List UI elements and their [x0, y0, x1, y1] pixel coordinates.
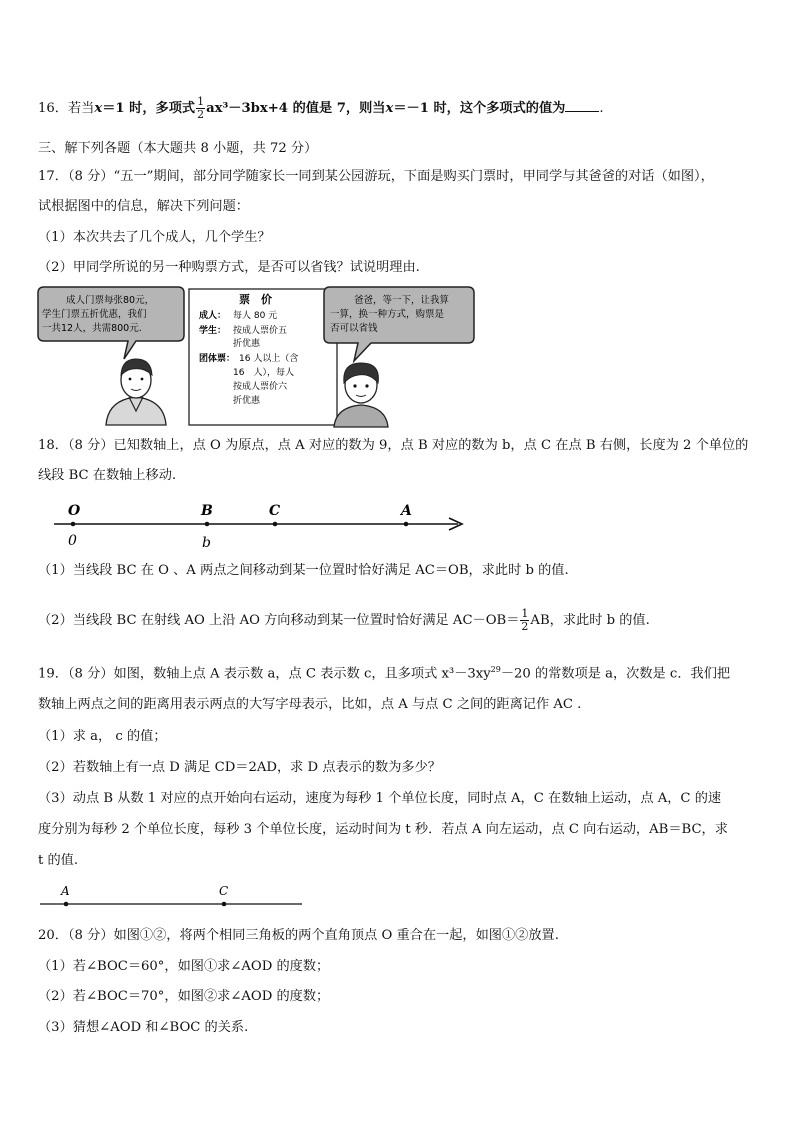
q20-sub-2: （2）若∠BOC＝70°，如图②求∠AOD 的度数；: [38, 989, 330, 1004]
q17-line-2: 试根据图中的信息，解决下列问题：: [38, 199, 249, 214]
right-bubble-line-3: 否可以省钱: [330, 323, 378, 334]
q17-dialogue-illustration: [36, 285, 476, 430]
ticket-adult-text: 每人 80 元: [233, 311, 278, 321]
fraction-one-half: $\frac{1}{2}$: [197, 95, 205, 121]
ticket-group-text-4: 折优惠: [233, 396, 261, 406]
father-figure-icon: [106, 359, 166, 425]
point-label-B: B: [201, 503, 213, 519]
ticket-student-label: 学生：: [199, 326, 227, 336]
left-bubble-line-2: 学生门票五折优惠，我们: [42, 309, 147, 320]
point-label-C: C: [219, 884, 229, 898]
q20-sub-3: （3）猜想∠AOD 和∠BOC 的关系.: [38, 1020, 249, 1035]
q18-line-2: 线段 BC 在数轴上移动.: [38, 468, 177, 483]
right-bubble-line-1: 爸爸，等一下，让我算: [354, 295, 450, 306]
q18-number-line: [44, 498, 474, 554]
section-3-title: 三、解下列各题（本大题共 8 小题，共 72 分）: [38, 141, 318, 156]
point-label-O: O: [68, 503, 81, 519]
ticket-group-text-1: 16 人以上（含: [239, 354, 299, 364]
tick-value-0: 0: [68, 533, 77, 549]
q19-line-2: 数轴上两点之间的距离用表示两点的大写字母表示，比如，点 A 与点 C 之间的距离记作 AC .: [38, 697, 582, 712]
q19-number-line: [38, 880, 308, 914]
ticket-title: 票 价: [239, 293, 272, 306]
right-bubble-line-2: 一算，换一种方式，购票是: [330, 309, 445, 320]
q19-sub-3-line-3: t 的值.: [38, 853, 79, 868]
q19-sub-3-line-2: 度分别为每秒 2 个单位长度，每秒 3 个单位长度，运动时间为 t 秒．若点 A 向左运动，点 C 向右运动，AB＝BC，求: [38, 822, 728, 837]
q19-sub-3-line-1: （3）动点 B 从数 1 对应的点开始向右运动，速度为每秒 1 个单位长度，同时点 A，C 在数轴上运动，点 A，C 的速: [38, 791, 722, 806]
ticket-student-text-1: 按成人票价五: [233, 326, 288, 336]
left-bubble-line-3: 一共12人，共需800元.: [42, 323, 142, 334]
q18-sub-2: （2）当线段 BC 在射线 AO 上沿 AO 方向移动到某一位置时恰好满足 AC－OB＝ $\frac{1}{2}$ AB，求此时 b 的值.: [38, 607, 650, 633]
q20-sub-1: （1）若∠BOC＝60°，如图①求∠AOD 的度数；: [38, 959, 330, 974]
q17-sub-1: （1）本次共去了几个成人，几个学生？: [38, 230, 271, 245]
answer-blank: [565, 99, 599, 112]
q19-line-1: 19．（8 分）如图，数轴上点 A 表示数 a，点 C 表示数 c，且多项式 $x^3-3xy^{29}-20$ 的常数项是 a，次数是 c．我们把: [38, 665, 731, 682]
left-bubble-line-1: 成人门票每张80元，: [66, 295, 155, 306]
ticket-student-text-2: 折优惠: [233, 339, 261, 349]
point-label-C: C: [269, 503, 281, 519]
q19-sub-1: （1）求 a， c 的值；: [38, 729, 167, 744]
q18-sub-1: （1）当线段 BC 在 O 、A 两点之间移动到某一位置时恰好满足 AC＝OB，求此时 b 的值.: [38, 563, 569, 578]
ticket-group-label: 团体票：: [199, 354, 236, 364]
point-label-A: A: [61, 884, 70, 898]
ticket-group-text-3: 按成人票价六: [233, 382, 288, 392]
q18-line-1: 18．（8 分）已知数轴上，点 O 为原点，点 A 对应的数为 9，点 B 对应的数为 b，点 C 在点 B 右侧，长度为 2 个单位的: [38, 438, 749, 453]
q19-sub-2: （2）若数轴上有一点 D 满足 CD＝2AD，求 D 点表示的数为多少？: [38, 760, 441, 775]
q20-line-1: 20．（8 分）如图①②，将两个相同三角板的两个直角顶点 O 重合在一起，如图①②放置.: [38, 928, 559, 943]
tick-value-b: b: [202, 535, 211, 551]
question-16: 16．若当x＝1 时，多项式 $\frac{1}{2}$ ax³－3bx+4 的值是 7，则当x＝－1 时，这个多项式的值为 .: [38, 95, 604, 121]
fraction-one-half: $\frac{1}{2}$: [521, 607, 529, 633]
ticket-adult-label: 成人：: [199, 311, 227, 321]
ticket-group-text-2: 16 人），每人: [233, 368, 294, 378]
point-label-A: A: [401, 503, 412, 519]
q17-sub-2: （2）甲同学所说的另一种购票方式，是否可以省钱？试说明理由.: [38, 260, 420, 275]
q17-line-1: 17．（8 分）“五一”期间，部分同学随家长一同到某公园游玩，下面是购买门票时，甲同学与其爸爸的对话（如图），: [38, 169, 714, 184]
student-boy-figure-icon: [334, 363, 388, 427]
